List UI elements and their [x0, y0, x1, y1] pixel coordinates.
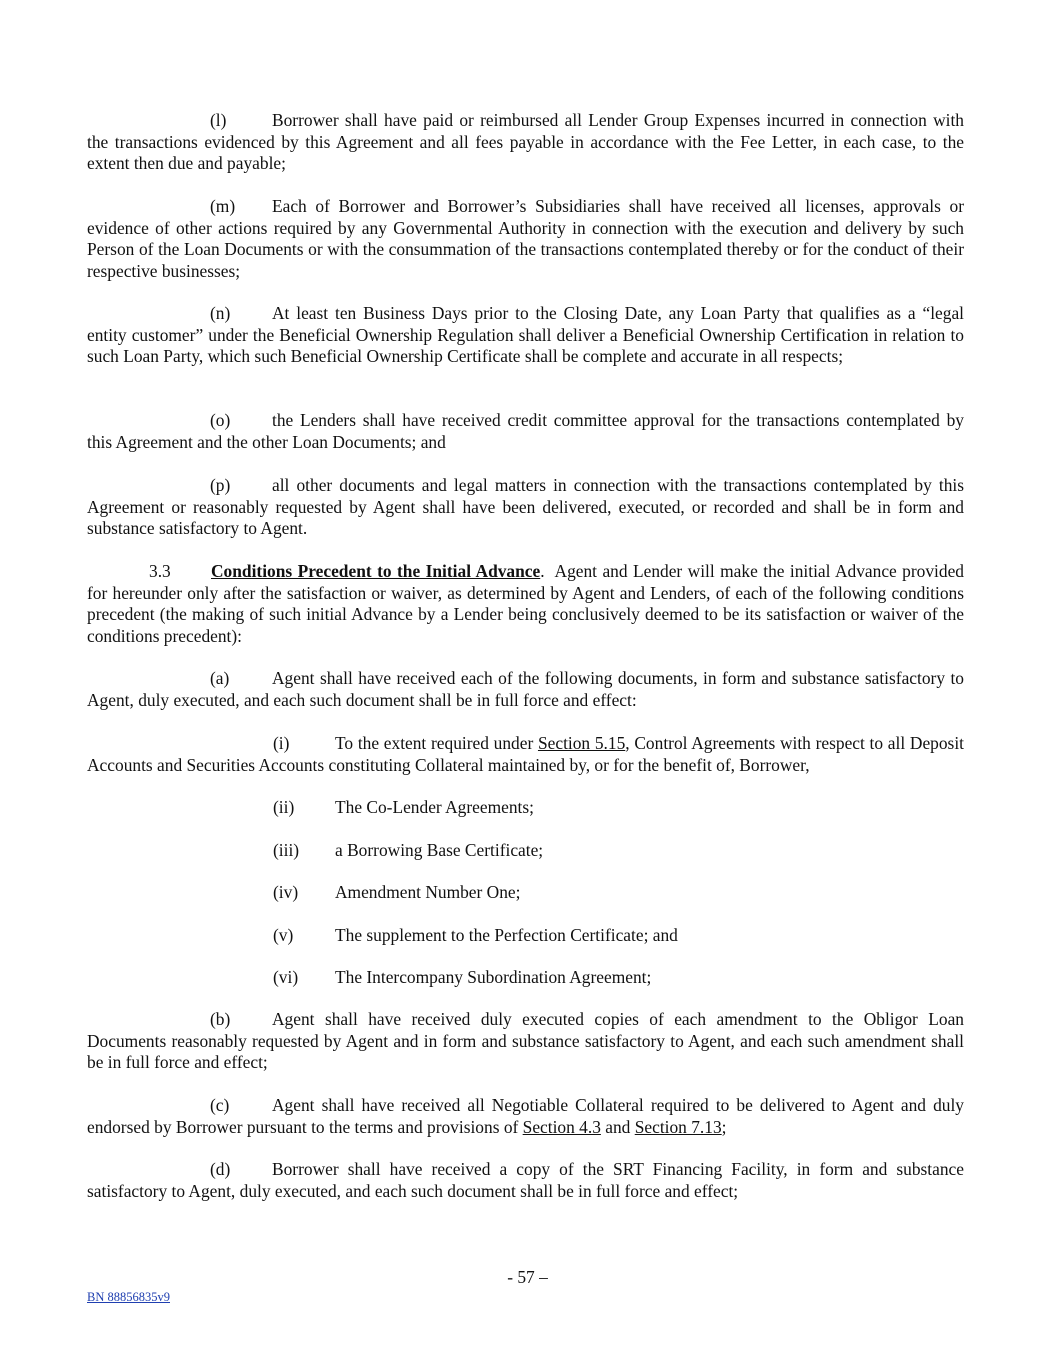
section-3-3: [87, 561, 964, 647]
paragraph-p: [87, 475, 964, 540]
condition-text-before: Agent shall have received all Negotiable Collateral required to be delivered to Agent and duly endorsed by Borrower pursuant to the terms and provisions of: [87, 1095, 964, 1137]
condition-label: (b): [210, 1009, 231, 1029]
paragraph-label: (l): [210, 110, 227, 130]
paragraph-text: At least ten Business Days prior to the Closing Date, any Loan Party that qualifies as a “legal entity customer” under the Beneficial Ownership Regulation shall deliver a Beneficial Ownership Certification in relation to such Loan Party, which such Beneficial Ownership Certificate shall be complete and accurate in all respects;: [87, 303, 964, 366]
condition-label: (i): [273, 733, 290, 753]
condition-label: (a): [210, 668, 230, 688]
paragraph-label: (m): [210, 196, 236, 216]
section-heading: Conditions Precedent to the Initial Advance: [211, 561, 541, 581]
sub-item-label: (vi): [273, 967, 299, 987]
paragraph-l: [87, 110, 964, 175]
condition-a: [87, 668, 964, 711]
condition-c: [87, 1095, 964, 1138]
sub-item-label: (v): [273, 925, 294, 945]
sub-item: [273, 882, 963, 904]
paragraph-text: Borrower shall have paid or reimbursed all Lender Group Expenses incurred in connection with the transactions evidenced by this Agreement and all fees payable in accordance with the Fee Letter, in each case, to the extent then due and payable;: [87, 110, 964, 173]
paragraph-m: [87, 196, 964, 282]
sub-item-label: (ii): [273, 797, 295, 817]
section-reference-link[interactable]: Section 7.13: [634, 1116, 722, 1137]
condition-b: [87, 1009, 964, 1074]
section-reference-link[interactable]: Section 4.3: [522, 1116, 601, 1137]
sub-item-text: The Intercompany Subordination Agreement;: [335, 967, 652, 987]
sub-item-label: (iii): [273, 840, 300, 860]
sub-item: [273, 840, 963, 862]
paragraph-label: (p): [210, 475, 231, 495]
sub-item-text: The supplement to the Perfection Certificate; and: [335, 925, 678, 945]
condition-text-after: , Control Agreements with respect to all Deposit Accounts and Securities Accounts constituting Collateral maintained by, or for the benefit of, Borrower,: [87, 733, 964, 775]
sub-item-text: The Co-Lender Agreements;: [335, 797, 534, 817]
paragraph-text: all other documents and legal matters in connection with the transactions contemplated by this Agreement or reasonably requested by Agent shall have been delivered, executed, or recorded and shall be in form and substance satisfactory to Agent.: [87, 475, 964, 538]
sub-item: [273, 925, 963, 947]
condition-text: Agent shall have received duly executed copies of each amendment to the Obligor Loan Documents reasonably requested by Agent and in form and substance satisfactory to Agent, and each such amendment shall be in full force and effect;: [87, 1009, 964, 1072]
condition-i: [87, 733, 964, 776]
section-number: 3.3: [149, 561, 171, 581]
page-number: - 57 –: [507, 1267, 548, 1287]
condition-text: Borrower shall have received a copy of the SRT Financing Facility, in form and substance satisfactory to Agent, duly executed, and each such document shall be in full force and effect;: [87, 1159, 964, 1201]
document-id-link[interactable]: BN 88856835v9: [87, 1290, 170, 1304]
sub-item-label: (iv): [273, 882, 299, 902]
paragraph-n: [87, 303, 964, 368]
paragraph-text: the Lenders shall have received credit committee approval for the transactions contemplated by this Agreement and the other Loan Documents; and: [87, 410, 964, 452]
sub-item-text: Amendment Number One;: [335, 882, 521, 902]
heading-punct: .: [540, 561, 545, 581]
paragraph-text: Each of Borrower and Borrower’s Subsidiaries shall have received all licenses, approvals or evidence of other actions required by any Governmental Authority in connection with the execution and delivery by such Person of the Loan Documents or with the consummation of the transactions contemplated thereby or for the conduct of their respective businesses;: [87, 196, 964, 281]
condition-text-before: To the extent required under: [335, 733, 538, 753]
paragraph-label: (o): [210, 410, 231, 430]
section-reference-link[interactable]: Section 5.15: [537, 733, 626, 753]
condition-text-after: ;: [721, 1116, 727, 1137]
condition-text: Agent shall have received each of the following documents, in form and substance satisfactory to Agent, duly executed, and each such document shall be in full force and effect:: [87, 668, 964, 710]
sub-item: [273, 797, 963, 819]
condition-label: (c): [210, 1095, 230, 1115]
sub-item: [273, 967, 963, 989]
paragraph-label: (n): [210, 303, 231, 323]
condition-text-middle: and: [600, 1116, 635, 1137]
section-text: Agent and Lender will make the initial Advance provided for hereunder only after the satisfaction or waiver, as determined by Agent and Lenders, of each of the following conditions precedent (the making of such initial Advance by a Lender being conclusively deemed to be its satisfaction or waiver of the conditions precedent):: [87, 561, 964, 646]
condition-label: (d): [210, 1159, 231, 1179]
paragraph-o: [87, 410, 964, 453]
condition-d: [87, 1159, 964, 1202]
sub-item-text: a Borrowing Base Certificate;: [335, 840, 544, 860]
